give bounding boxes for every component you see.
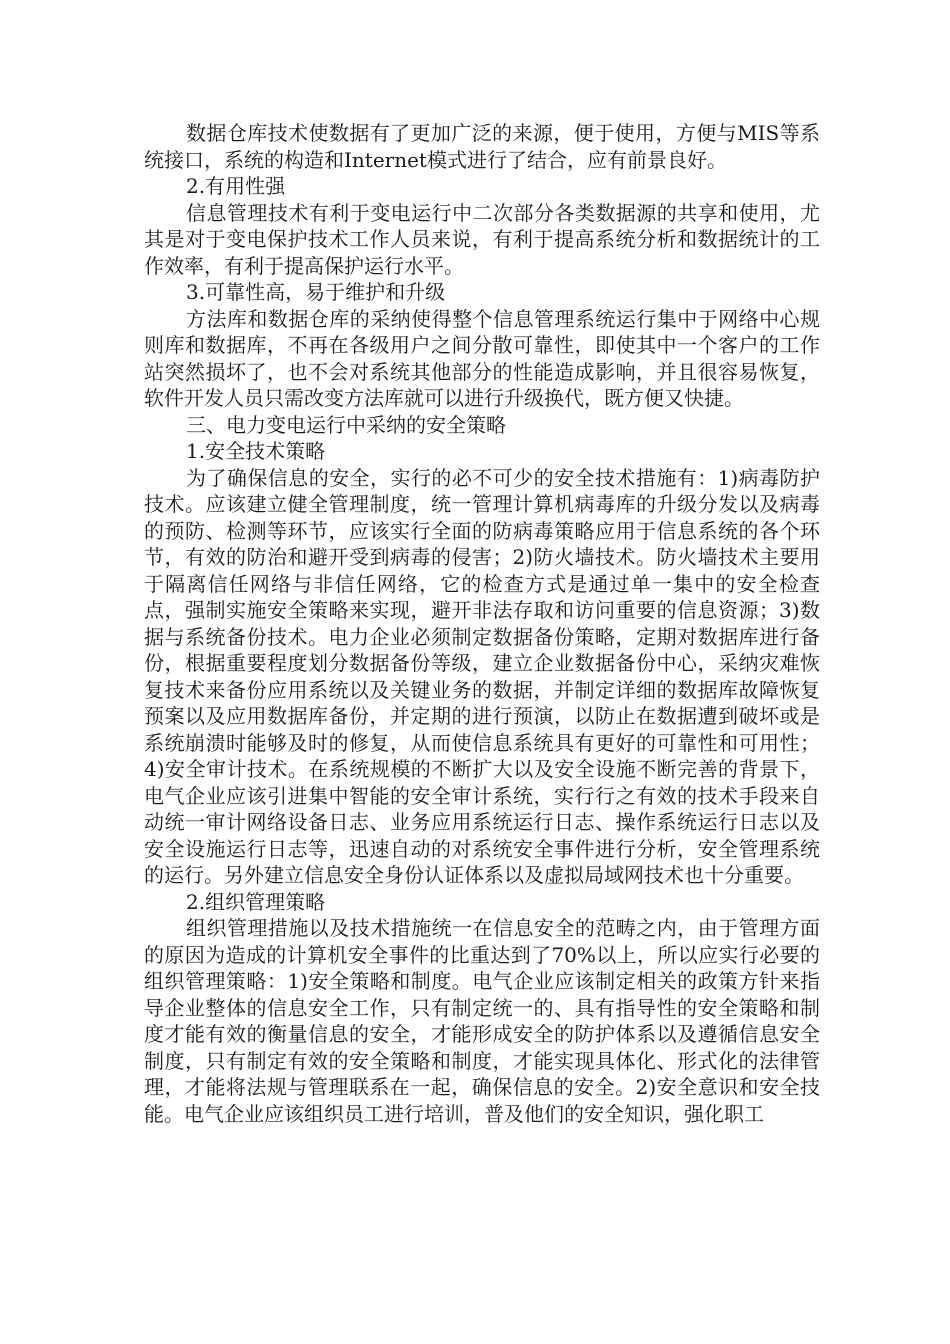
section-heading: 3.可靠性高，易于维护和升级 [186,280,446,304]
chapter-heading: 三、电力变电运行中采纳的安全策略 [186,412,506,437]
body-paragraph: 为了确保信息的安全，实行的必不可少的安全技术措施有：1)病毒防护技术。应该建立健全管理制度，统一管理计算机病毒库的升级分发以及病毒的预防、检测等环节，应该实行全面的防病毒策略应用于信息系统的各个环节，有效的防治和避开受到病毒的侵害；2)防火墙技术。防火墙技术主要用于隔离信任网络与非信任网络，它的检查方式是通过单一集中的安全检查点，强制实施安全策略来实现，避开非法存取和访问重要的信息资源；3)数据与系统备份技术。电力企业必须制定数据备份策略，定期对数据库进行备份，根据重要程度划分数据备份等级，建立企业数据备份中心，采纳灾难恢复技术来备份应用系统以及关键业务的数据，并制定详细的数据库故障恢复预案以及应用数据库备份，并定期的进行预演，以防止在数据遭到破坏或是系统崩溃时能够及时的修复，从而使信息系统具有更好的可靠性和可用性；4)安全审计技术。在系统规模的不断扩大以及安全设施不断完善的背景下，电气企业应该引进集中智能的安全审计系统，实行行之有效的技术手段来自动统一审计网络设备日志、业务应用系统运行日志、操作系统运行日志以及安全设施运行日志等，迅速自动的对系统安全事件进行分析，安全管理系统的运行。另外建立信息安全身份认证体系以及虚拟局域网技术也十分重要。 [144,465,820,887]
body-paragraph: 信息管理技术有利于变电运行中二次部分各类数据源的共享和使用，尤其是对于变电保护技术工作人员来说，有利于提高系统分析和数据统计的工作效率，有利于提高保护运行水平。 [144,200,820,278]
body-paragraph: 方法库和数据仓库的采纳使得整个信息管理系统运行集中于网络中心规则库和数据库，不再在各级用户之间分散可靠性，即使其中一个客户的工作站突然损坏了，也不会对系统其他部分的性能造成影响，并且很容易恢复，软件开发人员只需改变方法库就可以进行升级换代，既方便又快捷。 [144,306,820,410]
document-page [144,120,820,1127]
section-heading: 2.组织管理策略 [186,889,326,914]
section-heading: 2.有用性强 [186,174,286,198]
section-heading: 1.安全技术策略 [186,439,326,463]
body-paragraph: 组织管理措施以及技术措施统一在信息安全的范畴之内，由于管理方面的原因为造成的计算机安全事件的比重达到了70%以上，所以应实行必要的组织管理策略：1)安全策略和制度。电气企业应该制定相关的政策方针来指导企业整体的信息安全工作，只有制定统一的、具有指导性的安全策略和制度才能有效的衡量信息的安全，才能形成安全的防护体系以及遵循信息安全制度，只有制定有效的安全策略和制度，才能实现具体化、形式化的法律管理，才能将法规与管理联系在一起，确保信息的安全。2)安全意识和安全技能。电气企业应该组织员工进行培训，普及他们的安全知识，强化职工 [144,916,820,1126]
body-paragraph: 数据仓库技术使数据有了更加广泛的来源，便于使用，方便与MIS等系统接口，系统的构造和Internet模式进行了结合，应有前景良好。 [144,121,820,172]
